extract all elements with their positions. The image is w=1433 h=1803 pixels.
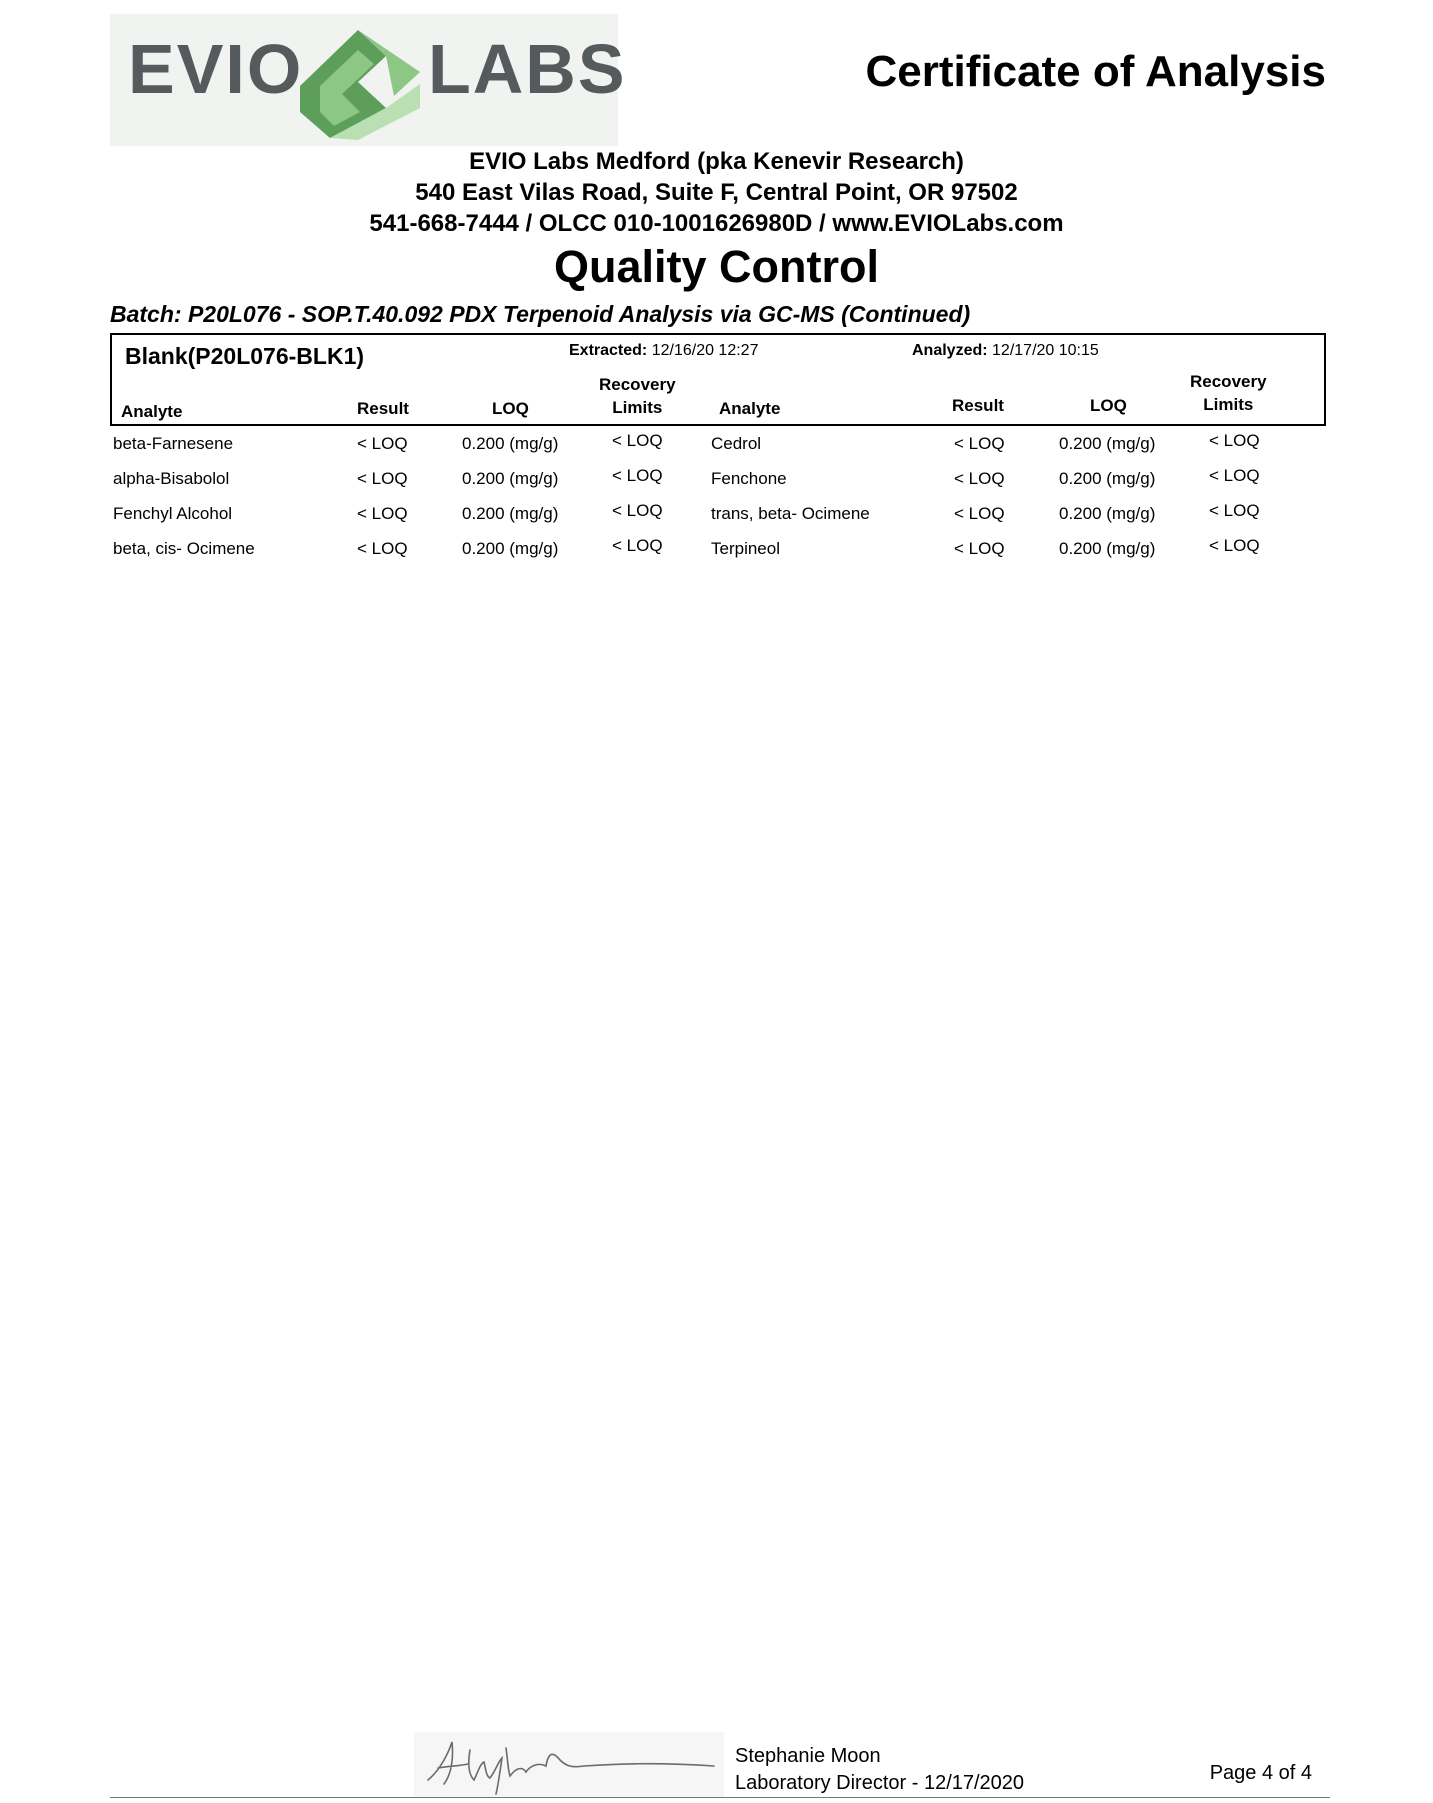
loq-cell: 0.200 (mg/g) — [1059, 539, 1156, 558]
analyte-cell: alpha-Bisabolol — [113, 469, 230, 488]
col-header-analyte-left: Analyte — [121, 402, 183, 421]
col-header-recovery-left — [599, 374, 676, 420]
evio-labs-logo — [110, 14, 627, 146]
recovery-cell: < LOQ — [612, 431, 663, 450]
loq-cell: 0.200 (mg/g) — [462, 434, 559, 453]
recovery-cell: < LOQ — [1209, 431, 1260, 450]
signature-icon — [414, 1732, 724, 1798]
analyte-cell: Cedrol — [711, 434, 762, 453]
col-header-loq-left: LOQ — [492, 399, 529, 418]
analyzed-timestamp — [912, 343, 1099, 359]
recovery-cell: < LOQ — [1209, 501, 1260, 520]
recovery-line2: Limits — [612, 397, 663, 417]
result-cell: < LOQ — [357, 434, 408, 453]
result-cell: < LOQ — [357, 539, 408, 558]
lab-contact: 541-668-7444 / OLCC 010-1001626980D / www.EVIOLabs.com — [369, 210, 1064, 237]
recovery-line2: Limits — [1203, 394, 1254, 414]
loq-cell: 0.200 (mg/g) — [1059, 434, 1156, 453]
section-title: Quality Control — [554, 241, 879, 292]
logo-cube-icon — [290, 16, 430, 144]
recovery-cell: < LOQ — [1209, 536, 1260, 555]
loq-cell: 0.200 (mg/g) — [462, 539, 559, 558]
result-cell: < LOQ — [954, 539, 1005, 558]
extracted-value: 12/16/20 12:27 — [651, 342, 759, 359]
loq-cell: 0.200 (mg/g) — [462, 469, 559, 488]
result-cell: < LOQ — [954, 469, 1005, 488]
page-number: Page 4 of 4 — [1209, 1762, 1312, 1784]
recovery-cell: < LOQ — [1209, 466, 1260, 485]
col-header-recovery-right — [1190, 371, 1267, 417]
analyte-cell: Fenchone — [711, 469, 787, 488]
analyte-cell: trans, beta- Ocimene — [711, 504, 870, 523]
analyte-cell: Terpineol — [711, 539, 780, 558]
analyte-cell: beta, cis- Ocimene — [113, 539, 255, 558]
lab-address: 540 East Vilas Road, Suite F, Central Point, OR 97502 — [415, 179, 1018, 206]
col-header-result-left: Result — [357, 399, 409, 418]
loq-cell: 0.200 (mg/g) — [1059, 469, 1156, 488]
col-header-result-right: Result — [952, 396, 1004, 415]
analyte-cell: Fenchyl Alcohol — [113, 504, 233, 523]
logo-text-labs: LABS — [428, 30, 627, 108]
batch-line: Batch: P20L076 - SOP.T.40.092 PDX Terpenoid Analysis via GC-MS (Continued) — [110, 301, 971, 327]
recovery-line1: Recovery — [599, 375, 676, 394]
recovery-cell: < LOQ — [612, 536, 663, 555]
extracted-label: Extracted: — [569, 342, 648, 359]
analyzed-label: Analyzed: — [912, 342, 988, 359]
result-cell: < LOQ — [954, 434, 1005, 453]
result-cell: < LOQ — [357, 504, 408, 523]
analyzed-value: 12/17/20 10:15 — [992, 342, 1099, 359]
recovery-cell: < LOQ — [612, 501, 663, 520]
qc-header-box — [110, 333, 1326, 426]
col-header-loq-right: LOQ — [1090, 396, 1127, 415]
extracted-timestamp — [569, 343, 758, 359]
col-header-analyte-right: Analyte — [719, 399, 781, 418]
result-cell: < LOQ — [954, 504, 1005, 523]
document-title: Certificate of Analysis — [865, 47, 1326, 96]
blank-id: Blank(P20L076-BLK1) — [125, 343, 365, 369]
loq-cell: 0.200 (mg/g) — [1059, 504, 1156, 523]
recovery-line1: Recovery — [1190, 372, 1267, 391]
lab-name: EVIO Labs Medford (pka Kenevir Research) — [469, 148, 964, 175]
logo-text-evio: EVIO — [128, 30, 304, 108]
recovery-cell: < LOQ — [612, 466, 663, 485]
loq-cell: 0.200 (mg/g) — [462, 504, 559, 523]
signer-title: Laboratory Director - 12/17/2020 — [735, 1772, 1025, 1794]
signer-name: Stephanie Moon — [735, 1745, 881, 1767]
footer-divider — [110, 1797, 1330, 1798]
signature-image — [414, 1732, 724, 1798]
analyte-cell: beta-Farnesene — [113, 434, 234, 453]
result-cell: < LOQ — [357, 469, 408, 488]
